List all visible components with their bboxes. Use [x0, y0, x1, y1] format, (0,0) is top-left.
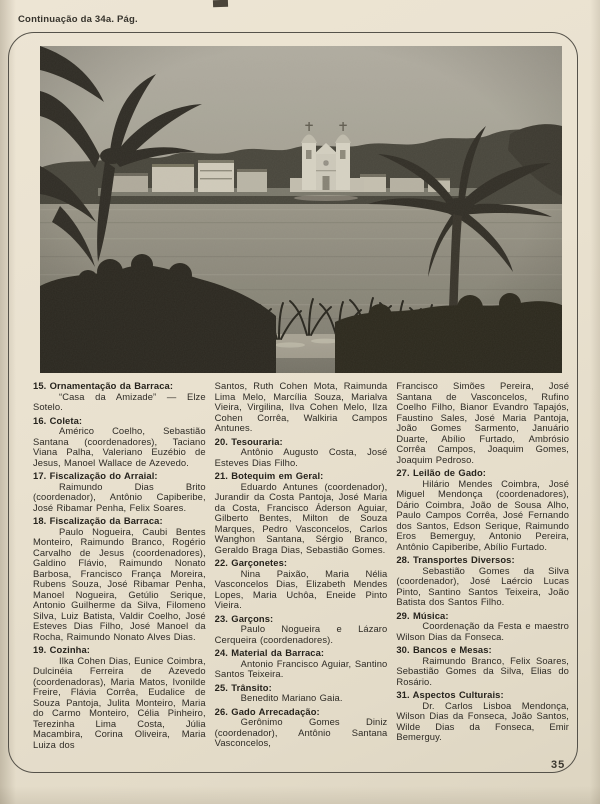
section-heading: 16. Coleta:: [33, 414, 83, 426]
continuation-note: Continuação da 34a. Pág.: [18, 14, 138, 25]
section-heading: 19. Cozinha:: [33, 644, 91, 655]
section-body: Hilário Mendes Coimbra, José Miguel Mendonça (coordenadores), Dário Coimbra, João de Sousa Alho, Paulo Campos Corrêa, José Fernando dos Santos, Edson Serique, Raimundo Eros Bemerguy, Antonio Pereira, Antônio Capiberibe, Abílio Furtado.: [396, 477, 570, 552]
section-body: Raimundo Branco, Felix Soares, Sebastião Gomes da Silva, Elias do Rosário.: [396, 654, 570, 687]
page-number: 35: [551, 759, 566, 771]
section-body: Francisco Simões Pereira, José Santana de Vasconcelos, Rufino Coelho Filho, Bianor Evandro Tapajós, Faustino Sales, José Maria Pantoja, João Gomes Sarmento, Januário Duarte, Abílio Furtado, Ambrósio Corrêa Campos, Joaquim Gomes, Joaquim Pedroso.: [396, 380, 570, 465]
page-edge-mark: [213, 0, 228, 7]
section-body: Paulo Nogueira, Caubi Bentes Monteiro, Raimundo Branco, Rogério Carvalho de Jesus (coordenadores), Galdino Flávio, Raimundo Nonato Barbosa, Francisco França Moreira, Rubens Souza, José Ribamar Penha, Manoel Nogueira, Getúlio Serique, Antonio Guilherme da Silva, Filomeno Silva, Luiz Batista, Valdir Coelho, José Esteves Dias Filho, José Manoel da Rocha, Raimundo Nonato Alves Dias.: [33, 525, 206, 642]
section-body: Gerônimo Gomes Diniz (coordenador), Antônio Santana Vasconcelos,: [214, 716, 388, 748]
section-heading: 31. Aspectos Culturais:: [396, 689, 504, 700]
section-heading: 29. Música:: [396, 609, 449, 621]
section-body: Antônio Augusto Costa, José Esteves Dias Filho.: [214, 446, 388, 468]
section-heading: 15. Ornamentação da Barraca:: [33, 380, 174, 391]
section-body: Paulo Nogueira e Lázaro Cerqueira (coordenadores).: [214, 623, 388, 645]
section-body: Santos, Ruth Cohen Mota, Raimunda Lima Melo, Marcília Souza, Marialva Vieira, Virgilina, Ilva Cohen Melo, Ilza Cohen Corrêa, Walkiria Campos Antunes.: [214, 380, 388, 433]
section-body: Américo Coelho, Sebastião Santana (coordenadores), Taciano Viana Palha, Valeriano Euzébio de Jesus, Manoel Wallace de Azevedo.: [33, 425, 206, 468]
article-column-3: [396, 381, 569, 750]
article-column-2: [215, 381, 388, 750]
section-heading: 28. Transportes Diversos:: [396, 554, 515, 565]
section-heading: 20. Tesouraria:: [214, 435, 283, 447]
section-body: Raimundo Dias Brito (coordenador), Antônio Capiberibe, José Ribamar Penha, Felix Soares.: [33, 480, 206, 513]
section-heading: 30. Bancos e Mesas:: [396, 644, 492, 655]
section-body: Eduardo Antunes (coordenador), Jurandir da Costa Pantoja, José Maria da Costa, Francisco Áderson Aguiar, Gilberto Bentes, Milton de Souza Marques, Pedro Vasconcelos, Carlos Wanghon Santana, Sérgio Branco, Geraldo Braga Dias, Sebastião Gomes.: [214, 480, 388, 555]
section-body: Coordenação da Festa e maestro Wilson Dias da Fonseca.: [396, 620, 570, 642]
article-columns: [33, 381, 569, 750]
section-body: Ilka Cohen Dias, Eunice Coimbra, Dulcinéia Ferreira de Azevedo (coordenadoras), Maria Matos, Ivonilde Freire, Flávia Corrêa, Eudalice de Souza Pantoja, Julita Monteiro, Maria do Carmo Monteiro, Célia Pinheiro, Terezinha Lima Costa, Júlia Macambira, Corina Oliveira, Maria Luiza dos: [33, 654, 206, 750]
section-body: “Casa da Amizade” — Elze Sotelo.: [33, 390, 206, 412]
section-body: Nina Paixão, Maria Nélia Vasconcelos Dias, Elizabeth Mendes Lopes, Maria Uchôa, Eneide Pinto Vieira.: [214, 567, 388, 610]
section-body: Antonio Francisco Aguiar, Santino Santos Teixeira.: [214, 657, 388, 679]
section-heading: 26. Gado Arrecadação:: [214, 705, 320, 717]
section-heading: 18. Fiscalização da Barraca:: [33, 515, 163, 526]
scan-shadow-bottom: [0, 786, 600, 804]
section-heading: 22. Garçonetes:: [214, 557, 288, 568]
section-body: Dr. Carlos Lisboa Mendonça, Wilson Dias da Fonseca, João Santos, Wilde Dias da Fonseca, Emir Bemerguy.: [396, 699, 570, 742]
scan-shadow-right: [590, 0, 600, 804]
section-body: Benedito Mariano Gaia.: [240, 692, 343, 703]
section-heading: 25. Trânsito:: [214, 681, 272, 693]
section-heading: 21. Botequim em Geral:: [214, 470, 324, 481]
section-heading: 24. Material da Barraca:: [214, 647, 325, 658]
section-heading: 27. Leilão de Gado:: [396, 467, 487, 478]
section-heading: 17. Fiscalização do Arraial:: [33, 470, 158, 481]
section-body: Sebastião Gomes da Silva (coordenador), José Laércio Lucas Pinto, Santino Santos Teixeira, João Batista dos Santos Filho.: [396, 564, 570, 607]
section-heading: 23. Garçons:: [214, 612, 274, 624]
riverfront-photo: [40, 46, 562, 373]
article-column-1: [33, 381, 206, 750]
